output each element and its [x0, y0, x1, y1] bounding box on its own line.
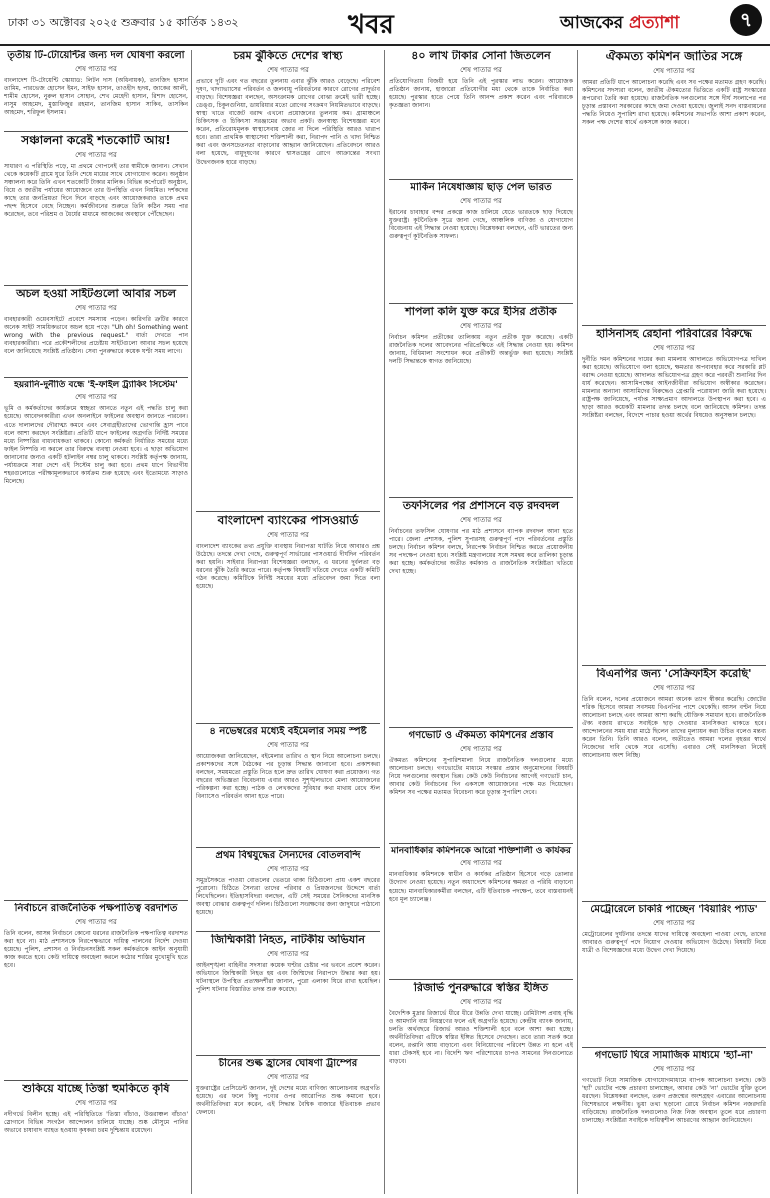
- headline: হয়রানি-দুর্নীতি বন্ধে 'ই-ফাইল ট্র্যাকিং সিস্টেম': [14, 380, 178, 390]
- continued-label: শেষ পাতার পর: [75, 1098, 117, 1107]
- article-divider: [389, 727, 573, 728]
- article-divider: [196, 723, 380, 724]
- article-divider: [196, 511, 380, 512]
- headline: বিএনপির জন্য 'সেক্রিফাইস করেছি': [596, 668, 752, 680]
- article-body: ঐকমত্য কমিশনের সুপারিশমালা নিয়ে রাজনৈতিক দলগুলোর মধ্যে আলোচনা চলছে। গণভোটের মাধ্যমে সংস্কার প্রস্তাব অনুমোদনের বিষয়টি নিয়ে দলগুলোর অবস্থান ভিন্ন। কেউ কেউ নির্বাচনের আগেই গণভোট চান, আবার কেউ নির্বাচনের দিন একসঙ্গে আয়োজনের পক্ষে মত দিয়েছেন। কমিশন সব পক্ষের মতামত বিবেচনা করে চূড়ান্ত সুপারিশ দেবে।: [389, 756, 573, 796]
- article-body: যুক্তরাষ্ট্রের প্রেসিডেন্ট জানান, দুই দেশের মধ্যে বাণিজ্য আলোচনায় অগ্রগতি হয়েছে। এর ফলে কিছু পণ্যের ওপর আরোপিত শুল্ক কমানো হবে। অর্থনীতিবিদরা মনে করেন, এই সিদ্ধান্ত বৈশ্বিক বাজারে ইতিবাচক প্রভাব ফেলবে।: [196, 1084, 380, 1116]
- headline: বাংলাদেশ ব্যাংকের পাসওয়ার্ড: [217, 514, 359, 527]
- headline: মেট্রোরেলে চাকরি পাচ্ছেন 'বিয়ারিং প্যাড': [590, 904, 758, 915]
- article-hasina-rehana-case: [582, 328, 766, 664]
- continued-label: শেষ পাতার পর: [267, 65, 309, 74]
- article-divider: [4, 377, 188, 378]
- headline: চরম ঝুঁকিতে দেশের স্বাস্থ্য: [233, 50, 343, 62]
- continued-label: শেষ পাতার পর: [460, 859, 502, 868]
- article-referendum-proposal: [389, 730, 573, 842]
- continued-label: শেষ পাতার পর: [75, 303, 117, 312]
- logo-accent: প্রত্যাশা: [629, 13, 680, 33]
- article-bnp-sacrifice: [582, 668, 766, 900]
- article-body: মানবাধিকার কমিশনকে স্বাধীন ও কার্যকর প্রতিষ্ঠান হিসেবে গড়ে তোলার উদ্যোগ নেওয়া হয়েছে। নতুন অধ্যাদেশে কমিশনের ক্ষমতা ও পরিধি বাড়ানো হয়েছে। মানবাধিকারকর্মীরা বলছেন, এটি ইতিবাচক পদক্ষেপ, তবে বাস্তবায়নই হবে মূল চ্যালেঞ্জ।: [389, 871, 573, 903]
- article-divider: [196, 1055, 380, 1056]
- article-divider: [582, 325, 766, 326]
- article-divider: [582, 665, 766, 666]
- article-divider: [389, 179, 573, 180]
- continued-label: শেষ পাতার পর: [653, 343, 695, 352]
- article-divider: [389, 843, 573, 844]
- article-body: বাবহারকারী ওয়েবসাইটে প্রবেশে সমস্যায় পড়েন। কারিগরি ত্রুটির কারণে অনেক সাইট সাময়িকভাবে অচল হয়ে পড়ে। "Uh oh! Something went wrong with the previous request." বার্তা দেখতে পান ব্যবহারকারীরা। পরে প্রকৌশলীদের প্রচেষ্টায় সাইটগুলো আবার সচল হয়েছে বলে জানিয়েছে সংশ্লিষ্ট প্রতিষ্ঠান। সেবা পুনরুদ্ধারে কয়েক ঘণ্টা সময় লাগে।: [4, 315, 188, 356]
- article-body: নদীগর্ভে বিলীন হচ্ছে। এই পরিস্থিতিতে 'তিস্তা বাঁচাও, উত্তরাঞ্চল বাঁচাও' স্লোগানে বিভিন্ন সংগঠন আন্দোলন চালিয়ে যাচ্ছে। শুষ্ক মৌসুমে পানির অভাবে চাষাবাদ ব্যাহত হওয়ায় কৃষকরা চরম দুশ্চিন্তায় রয়েছেন।: [4, 1110, 188, 1134]
- article-book-fair: [196, 726, 380, 846]
- article-divider: [582, 1047, 766, 1048]
- continued-label: শেষ পাতার পর: [75, 64, 117, 73]
- continued-label: শেষ পাতার পর: [653, 918, 695, 927]
- headline: শাপলা কলি যুক্ত করে ইসির প্রতীক: [405, 306, 557, 318]
- continued-label: শেষ পাতার পর: [267, 949, 309, 958]
- article-divider: [389, 497, 573, 498]
- continued-label: শেষ পাতার পর: [653, 683, 695, 692]
- headline: ঐকমত্য কমিশন জাতির সঙ্গে: [605, 50, 743, 63]
- headline: চীনের শুল্ক হ্রাসের ঘোষণা ট্রাম্পের: [218, 1058, 358, 1069]
- article-body: তিনি বলেন, দলের প্রয়োজনে আমরা অনেক ত্যাগ স্বীকার করেছি। জোটের শরিক হিসেবে আমরা সবসময় বিএনপির পাশে থেকেছি। আসন বণ্টন নিয়ে আলোচনা চলছে এবং আমরা আশা করছি যৌক্তিক সমাধান হবে। রাজনৈতিক ঐক্য বজায় রাখতে সবাইকে ছাড় দেওয়ার মানসিকতা থাকতে হবে। আন্দোলনের সময় যারা মাঠে ছিলেন তাদের মূল্যায়ন করা উচিত বলেও মন্তব্য করেন তিনি। তিনি আরও বলেন, অতীতেও আমরা দলের বৃহত্তর স্বার্থে নিজেদের দাবি থেকে সরে এসেছি। এবারও সেই মানসিকতা নিয়েই আলোচনায় অংশ নিচ্ছি।: [582, 695, 766, 760]
- continued-label: শেষ পাতার পর: [460, 321, 502, 330]
- masthead: [0, 0, 770, 46]
- continued-label: শেষ পাতার পর: [267, 1072, 309, 1081]
- article-reserve-recovery: [389, 982, 573, 1195]
- article-divider: [582, 901, 766, 902]
- article-body: নির্বাচন কমিশন প্রতীকের তালিকায় নতুন প্রতীক যুক্ত করেছে। একটি রাজনৈতিক দলের আবেদনের পরিপ্রেক্ষিতে এই সিদ্ধান্ত নেওয়া হয়। কমিশন জানায়, বিধিমালা সংশোধন করে প্রতীকটি অন্তর্ভুক্ত করা হয়েছে। সংশ্লিষ্ট দলটি সিদ্ধান্তকে স্বাগত জানিয়েছে।: [389, 333, 573, 365]
- headline: মার্কিন নিষেধাজ্ঞায় ছাড় পেল ভারত: [410, 182, 552, 193]
- article-divider: [4, 1080, 188, 1081]
- article-divider: [4, 131, 188, 132]
- article-bank-password: [196, 514, 380, 722]
- article-body: আমরা প্রতিটি ধাপে আলোচনা করেছি এবং সব পক্ষের মতামত গ্রহণ করেছি। কমিশনের সদস্যরা বলেন, জাতীয় ঐকমত্যের ভিত্তিতে একটি রাষ্ট্র সংস্কারের রূপরেখা তৈরি করা হয়েছে। রাজনৈতিক দলগুলোর সঙ্গে দীর্ঘ সংলাপের পর চূড়ান্ত প্রস্তাবনা সরকারের কাছে জমা দেওয়া হয়েছে। জুলাই সনদ বাস্তবায়নের পদ্ধতি নিয়েও সুপারিশ রাখা হয়েছে। কমিশনের সভাপতি আশা প্রকাশ করেন, সকল পক্ষ দেশের স্বার্থে একসঙ্গে কাজ করবে।: [582, 78, 766, 127]
- continued-label: শেষ পাতার পর: [460, 196, 502, 205]
- headline: নির্বাচনে রাজনৈতিক পক্ষপাতিত্ব বরদাশত: [14, 903, 178, 914]
- article-body: গণভোট নিয়ে সামাজিক যোগাযোগমাধ্যমে ব্যাপক আলোচনা চলছে। কেউ 'হ্যাঁ' ভোটের পক্ষে প্রচারণা চালাচ্ছেন, আবার কেউ 'না' ভোটের যুক্তি তুলে ধরছেন। বিশ্লেষকরা বলছেন, তরুণ প্রজন্মের অংশগ্রহণ এবারের আলোচনায় বিশেষভাবে লক্ষণীয়। ভুয়া তথ্য ছড়ানো রোধে নির্বাচন কমিশন নজরদারি বাড়িয়েছে। রাজনৈতিক দলগুলোও নিজ নিজ অবস্থান তুলে ধরে প্রচারণা চালাচ্ছে। সংশ্লিষ্টরা সবাইকে দায়িত্বশীল আচরণের আহ্বান জানিয়েছেন।: [582, 1076, 766, 1124]
- headline: তফসিলের পর প্রশাসনে বড় রদবদল: [402, 500, 560, 512]
- page-number: ৭: [730, 4, 762, 36]
- continued-label: শেষ পাতার পর: [267, 864, 309, 873]
- article-divider: [4, 900, 188, 901]
- article-body: সাধারণ এ পরিস্থিতি পড়ে, মা প্রথমে গোপনেই তার স্বামীকে জানান। সেখান থেকে কয়েকটি গ্রামে ঘুরে তিনি শেষে মায়ের সাথে যোগাযোগ করেন। অনুষ্ঠান সঞ্চালনা করে তিনি এখন শতকোটি টাকার মালিক। বিভিন্ন কর্পোরেট অনুষ্ঠান, বিয়ে ও জাতীয় পর্যায়ের আয়োজনে তার উপস্থিতি এখন নিয়মিত। দর্শকদের কাছে তার জনপ্রিয়তা দিনে দিনে বাড়ছে এবং আয়োজকরাও তাকে প্রথম পছন্দ হিসেবে বেছে নিচ্ছেন। কর্মজীবনের শুরুতে তিনি কঠিন সময় পার করেছেন, তবে পরিশ্রম ও ধৈর্যের মাধ্যমে আজকের অবস্থানে পৌঁছেছেন।: [4, 162, 188, 219]
- article-election-bias: [4, 903, 188, 1078]
- article-body: দুর্নীতি দমন কমিশনের দায়ের করা মামলায় আদালতে অভিযোগপত্র দাখিল করা হয়েছে। অভিযোগে বলা হয়েছে, ক্ষমতার অপব্যবহার করে সরকারি প্লট বরাদ্দ নেওয়া হয়েছে। আদালত অভিযোগপত্র গ্রহণ করে পরবর্তী শুনানির দিন ধার্য করেছেন। আসামিপক্ষের আইনজীবীরা অভিযোগ অস্বীকার করেছেন। মামলার অন্যান্য আসামিদের বিরুদ্ধেও গ্রেপ্তারি পরোয়ানা জারি করা হয়েছে। রাষ্ট্রপক্ষ জানিয়েছে, পর্যাপ্ত সাক্ষ্যপ্রমাণ আদালতে উপস্থাপন করা হবে। এ ছাড়া আরও কয়েকটি মামলার তদন্ত চলছে বলে জানিয়েছে কমিশন। তদন্ত সংশ্লিষ্টরা বলছেন, বিদেশে পাচার হওয়া অর্থের বিষয়েও অনুসন্ধান চলছে।: [582, 355, 766, 420]
- headline: শুকিয়ে যাচ্ছে তিস্তা হুমকিতে কৃষি: [22, 1083, 170, 1095]
- article-consensus-commission: [582, 50, 766, 324]
- article-body: প্রভাবে দুটি এবং গত বছরের তুলনায় এবার ঝুঁকি আরও বেড়েছে। পরিবেশ দূষণ, খাদ্যাভ্যাসের পরিবর্তন ও জলবায়ু পরিবর্তনের কারণে রোগের প্রাদুর্ভাব বাড়ছে। বিশেষজ্ঞরা বলছেন, অসংক্রামক রোগের বোঝা ক্রমেই ভারী হচ্ছে। ডেঙ্গু, চিকুনগুনিয়া, ডায়রিয়ার মতো রোগের সংক্রমণ নিয়মিতভাবে বাড়ছে। স্বাস্থ্য খাতে বাজেট বরাদ্দ এখনো প্রয়োজনের তুলনায় কম। গ্রামাঞ্চলে চিকিৎসক ও চিকিৎসা সরঞ্জামের অভাব প্রকট। জনস্বাস্থ্য বিশেষজ্ঞরা মনে করেন, প্রতিরোধমূলক স্বাস্থ্যসেবায় জোর না দিলে পরিস্থিতি আরও খারাপ হবে। তারা প্রাথমিক স্বাস্থ্যসেবা শক্তিশালী করা, নিরাপদ পানি ও খাদ্য নিশ্চিত করা এবং জনসচেতনতা বাড়ানোর আহ্বান জানিয়েছেন। প্রতিবেদনে আরও বলা হয়েছে, বায়ুদূষণের কারণে শ্বাসতন্ত্রের রোগে আক্রান্তের সংখ্যা উদ্বেগজনক হারে বাড়ছে।: [196, 77, 380, 166]
- article-ww1-bottles: [196, 850, 380, 930]
- article-admin-reshuffle: [389, 500, 573, 726]
- article-referendum-social: [582, 1050, 766, 1195]
- article-body: আইনশৃঙ্খলা বাহিনীর সদস্যরা কয়েক ঘণ্টার চেষ্টার পর ভবনে প্রবেশ করেন। অভিযানে জিম্মিকারী নিহত হয় এবং জিম্মিদের নিরাপদে উদ্ধার করা হয়। ঘটনাস্থলে উপস্থিত প্রত্যক্ষদর্শীরা জানান, পুরো এলাকা ঘিরে রাখা হয়েছিল। পুলিশ ঘটনার বিস্তারিত তদন্ত শুরু করেছে।: [196, 961, 380, 993]
- continued-label: শেষ পাতার পর: [75, 150, 117, 159]
- issue-date: ঢাকা ৩১ অক্টোবর ২০২৫ শুক্রবার ১৫ কার্তিক ১৪৩২: [8, 16, 239, 29]
- article-divider: [196, 931, 380, 932]
- newspaper-logo: [560, 10, 679, 38]
- article-divider: [389, 979, 573, 980]
- article-body: নির্বাচনের তফসিল ঘোষণার পর মাঠ প্রশাসনে ব্যাপক রদবদল আনা হতে পারে। জেলা প্রশাসক, পুলিশ সুপারসহ গুরুত্বপূর্ণ পদে পরিবর্তনের প্রস্তুতি চলছে। নির্বাচন কমিশন বলছে, নিরপেক্ষ নির্বাচন নিশ্চিত করতে প্রয়োজনীয় সব পদক্ষেপ নেওয়া হবে। সংশ্লিষ্ট মন্ত্রণালয়ের সঙ্গে সমন্বয় করে তালিকা চূড়ান্ত করা হচ্ছে। কর্মকর্তাদের অতীত কর্মকাণ্ড ও রাজনৈতিক সংশ্লিষ্টতা খতিয়ে দেখা হচ্ছে।: [389, 527, 573, 576]
- continued-label: শেষ পাতার পর: [653, 1064, 695, 1073]
- headline: তৃতীয় টি-টোয়েন্টির জন্য দল ঘোষণা করলো: [7, 50, 185, 61]
- article-divider: [389, 303, 573, 304]
- article-body: বৈদেশিক মুদ্রার রিজার্ভে ধীরে ধীরে উন্নতি দেখা যাচ্ছে। রেমিট্যান্স প্রবাহ বৃদ্ধি ও আমদানি ব্যয় নিয়ন্ত্রণের ফলে এই অগ্রগতি হয়েছে। কেন্দ্রীয় ব্যাংক জানায়, চলতি অর্থবছরে রিজার্ভ আরও শক্তিশালী হবে বলে আশা করা হচ্ছে। অর্থনীতিবিদরা এটিকে স্বস্তির ইঙ্গিত হিসেবে দেখছেন। তবে তারা সতর্ক করে বলেন, রপ্তানি আয় বাড়ানো এবং বিনিয়োগের পরিবেশ উন্নত না হলে এই ধারা টেকসই হবে না। বিদেশি ঋণ পরিশোধের চাপও সামনের দিনগুলোতে বাড়বে।: [389, 1009, 573, 1066]
- continued-label: শেষ পাতার পর: [267, 530, 309, 539]
- article-divider: [4, 285, 188, 286]
- article-body: বাংলাদেশ টি-টোয়েন্টি স্কোয়াড: লিটন দাস (অধিনায়ক), তানজিদ হাসান তামিম, পারভেজ হোসেন ইমন, সাইফ হাসান, তাওহীদ হৃদয়, জাকের আলী, শামীম হোসেন, নুরুল হাসান সোহান, শেখ মেহেদী হাসান, রিশাদ হোসেন, নাসুম আহমেদ, মুস্তাফিজুর রহমান, তানজিম হাসান সাকিব, তাসকিন আহমেদ, শরিফুল ইসলাম।: [4, 76, 188, 116]
- article-us-waiver: [389, 182, 573, 302]
- article-body: আয়োজকরা জানিয়েছেন, বইমেলার তারিখ ও স্থান নিয়ে আলোচনা চলছে। প্রকাশকদের সঙ্গে বৈঠকের পর চূড়ান্ত সিদ্ধান্ত জানানো হবে। প্রকাশকরা বলছেন, সময়মতো প্রস্তুতি নিতে হলে দ্রুত তারিখ ঘোষণা করা প্রয়োজন। গত বছরের অভিজ্ঞতা বিবেচনায় এবার আরও সুশৃঙ্খলভাবে মেলা আয়োজনের পরিকল্পনা করা হচ্ছে। পাঠক ও লেখকদের সুবিধার কথা মাথায় রেখে স্টল বিন্যাসেও পরিবর্তন আনা হতে পারে।: [196, 752, 380, 800]
- article-body: ভূমি ও কর্মকর্তাদের কার্যক্রমে স্বচ্ছতা আনতে নতুন এই পদ্ধতি চালু করা হয়েছে। আবেদনকারীরা এখন অনলাইনে ফাইলের অবস্থান জানতে পারবেন। এতে দালালদের দৌরাত্ম্য কমবে এবং সেবাগ্রহীতাদের ভোগান্তি হ্রাস পাবে বলে আশা করছেন সংশ্লিষ্টরা। প্রতিটি ধাপে ফাইলের অগ্রগতি নির্দিষ্ট সময়ের মধ্যে নিষ্পত্তির বাধ্যবাধকতা থাকবে। কোনো কর্মকর্তা নির্ধারিত সময়ের মধ্যে ফাইল নিষ্পত্তি না করলে তার বিরুদ্ধে ব্যবস্থা নেওয়া হবে। এ ছাড়া অভিযোগ জানানোর জন্যও একটি হটলাইন নম্বর চালু থাকবে। সংশ্লিষ্ট কর্তৃপক্ষ জানায়, পর্যায়ক্রমে সারা দেশে এই সিস্টেম চালু করা হবে। প্রথম ধাপে বিভাগীয় শহরগুলোতে পরীক্ষামূলকভাবে কার্যক্রম শুরু হয়েছে এবং ইতোমধ্যে সাড়াও মিলেছে।: [4, 405, 188, 486]
- continued-label: শেষ পাতার পর: [75, 917, 117, 926]
- article-body: সমুদ্রসৈকতে পাওয়া বোতলের ভেতরে থাকা চিঠিগুলো প্রায় একশ বছরের পুরোনো। চিঠিতে সৈন্যরা তাদের পরিবার ও প্রিয়জনদের উদ্দেশে বার্তা লিখেছিলেন। ইতিহাসবিদরা বলছেন, এটি সেই সময়ের সৈনিকদের মানসিক অবস্থা বোঝার গুরুত্বপূর্ণ দলিল। চিঠিগুলো সংরক্ষণের জন্য জাদুঘরে পাঠানো হয়েছে।: [196, 876, 380, 916]
- article-ec-symbol: [389, 306, 573, 496]
- article-team-announcement: [4, 50, 188, 130]
- article-efile-tracking: [4, 380, 188, 900]
- article-sites-restored: [4, 288, 188, 376]
- headline: ৪ নভেম্বরের মধ্যেই বইমেলার সময় স্পষ্ট: [209, 726, 367, 737]
- headline: জিম্মিকারী নিহত, নাটকীয় অভিযান: [211, 934, 365, 946]
- logo-main: আজকের: [560, 13, 630, 33]
- article-hosting-income: [4, 134, 188, 284]
- headline: রিজার্ভ পুনরুদ্ধারে স্বস্তির ইঙ্গিত: [413, 982, 549, 994]
- article-body: বাংলাদেশ ব্যাংকের তথ্য প্রযুক্তি ব্যবস্থায় নিরাপত্তা ঘাটতি নিয়ে আবারও প্রশ্ন উঠেছে। তদন্তে দেখা গেছে, গুরুত্বপূর্ণ সার্ভারের পাসওয়ার্ড দীর্ঘদিন পরিবর্তন করা হয়নি। সাইবার নিরাপত্তা বিশেষজ্ঞরা বলছেন, এ ধরনের দুর্বলতা বড় ধরনের ঝুঁকি তৈরি করতে পারে। কর্তৃপক্ষ বিষয়টি খতিয়ে দেখতে একটি কমিটি গঠন করেছে। কমিটিকে নির্দিষ্ট সময়ের মধ্যে প্রতিবেদন জমা দিতে বলা হয়েছে।: [196, 542, 380, 591]
- article-body: তিনি বলেন, আসন্ন নির্বাচনে কোনো ধরনের রাজনৈতিক পক্ষপাতিত্ব বরদাশত করা হবে না। মাঠ প্রশাসনকে নিরপেক্ষভাবে দায়িত্ব পালনের নির্দেশ দেওয়া হয়েছে। পুলিশ, প্রশাসন ও নির্বাচনসংশ্লিষ্ট সকল কর্মকর্তাকে আইন অনুযায়ী কাজ করতে হবে। কেউ দায়িত্বে অবহেলা করলে কঠোর শাস্তির মুখোমুখি হতে হবে।: [4, 929, 188, 969]
- article-tariff-cut: [196, 1058, 380, 1195]
- article-body: ইরানের চাবাহার বন্দর প্রকল্পে কাজ চালিয়ে যেতে ভারতকে ছাড় দিয়েছে যুক্তরাষ্ট্র। কূটনৈতিক সূত্রে জানা গেছে, আঞ্চলিক বাণিজ্য ও যোগাযোগ বিবেচনায় এই সিদ্ধান্ত নেওয়া হয়েছে। বিশ্লেষকরা বলছেন, এটি ভারতের জন্য গুরুত্বপূর্ণ কূটনৈতিক সাফল্য।: [389, 208, 573, 240]
- continued-label: শেষ পাতার পর: [267, 740, 309, 749]
- headline: প্রথম বিশ্বযুদ্ধের সৈন্যদের বোতলবন্দি: [215, 850, 361, 861]
- headline: অচল হওয়া সাইটগুলো আবার সচল: [16, 288, 176, 300]
- column-divider: [577, 50, 578, 1194]
- article-hostage-raid: [196, 934, 380, 1054]
- article-human-rights: [389, 846, 573, 978]
- article-gold-prize: [389, 50, 573, 178]
- continued-label: শেষ পাতার পর: [460, 65, 502, 74]
- column-divider: [384, 50, 385, 1194]
- column-divider: [191, 50, 192, 1194]
- headline: গণভোট ঘিরে সামাজিক মাধ্যমে 'হ্যাঁ-না': [594, 1050, 754, 1061]
- headline: সঞ্চালনা করেই শতকোটি আয়!: [21, 134, 171, 147]
- article-body: মেট্রোরেলের দুর্ঘটনার তদন্তে যাদের দায়িত্বে অবহেলা পাওয়া গেছে, তাদের আবারও গুরুত্বপূর্ণ পদে নিয়োগ দেওয়ার অভিযোগ উঠেছে। বিষয়টি নিয়ে যাত্রী ও বিশেষজ্ঞদের মধ্যে উদ্বেগ দেখা দিয়েছে।: [582, 930, 766, 954]
- continued-label: শেষ পাতার পর: [653, 66, 695, 75]
- continued-label: শেষ পাতার পর: [460, 997, 502, 1006]
- article-teesta-drying: [4, 1083, 188, 1195]
- continued-label: শেষ পাতার পর: [460, 744, 502, 753]
- headline: গণভোট ও ঐকমত্য কমিশনের প্রস্তাব: [408, 730, 554, 741]
- article-body: প্রতিযোগিতায় বিজয়ী হয়ে তিনি এই পুরস্কার লাভ করেন। আয়োজক প্রতিষ্ঠান জানায়, হাজারো প্রতিযোগীর মধ্য থেকে তাকে নির্বাচিত করা হয়েছে। পুরস্কার হাতে পেয়ে তিনি আনন্দ প্রকাশ করেন এবং পরিবারকে কৃতজ্ঞতা জানান।: [389, 77, 573, 109]
- continued-label: শেষ পাতার পর: [75, 393, 117, 402]
- section-title: খবর: [348, 10, 394, 40]
- headline: মানবাধিকার কমিশনকে আরো শক্তিশালী ও কার্যকর: [391, 846, 571, 856]
- article-metro-bearing-pad: [582, 904, 766, 1046]
- article-divider: [196, 847, 380, 848]
- headline: হাসিনাসহ রেহানা পরিবারের বিরুদ্ধে: [596, 328, 752, 340]
- continued-label: শেষ পাতার পর: [460, 515, 502, 524]
- article-health-risk: [196, 50, 380, 510]
- headline: ৪০ লাখ টাকার সোনা জিতলেন: [411, 50, 551, 62]
